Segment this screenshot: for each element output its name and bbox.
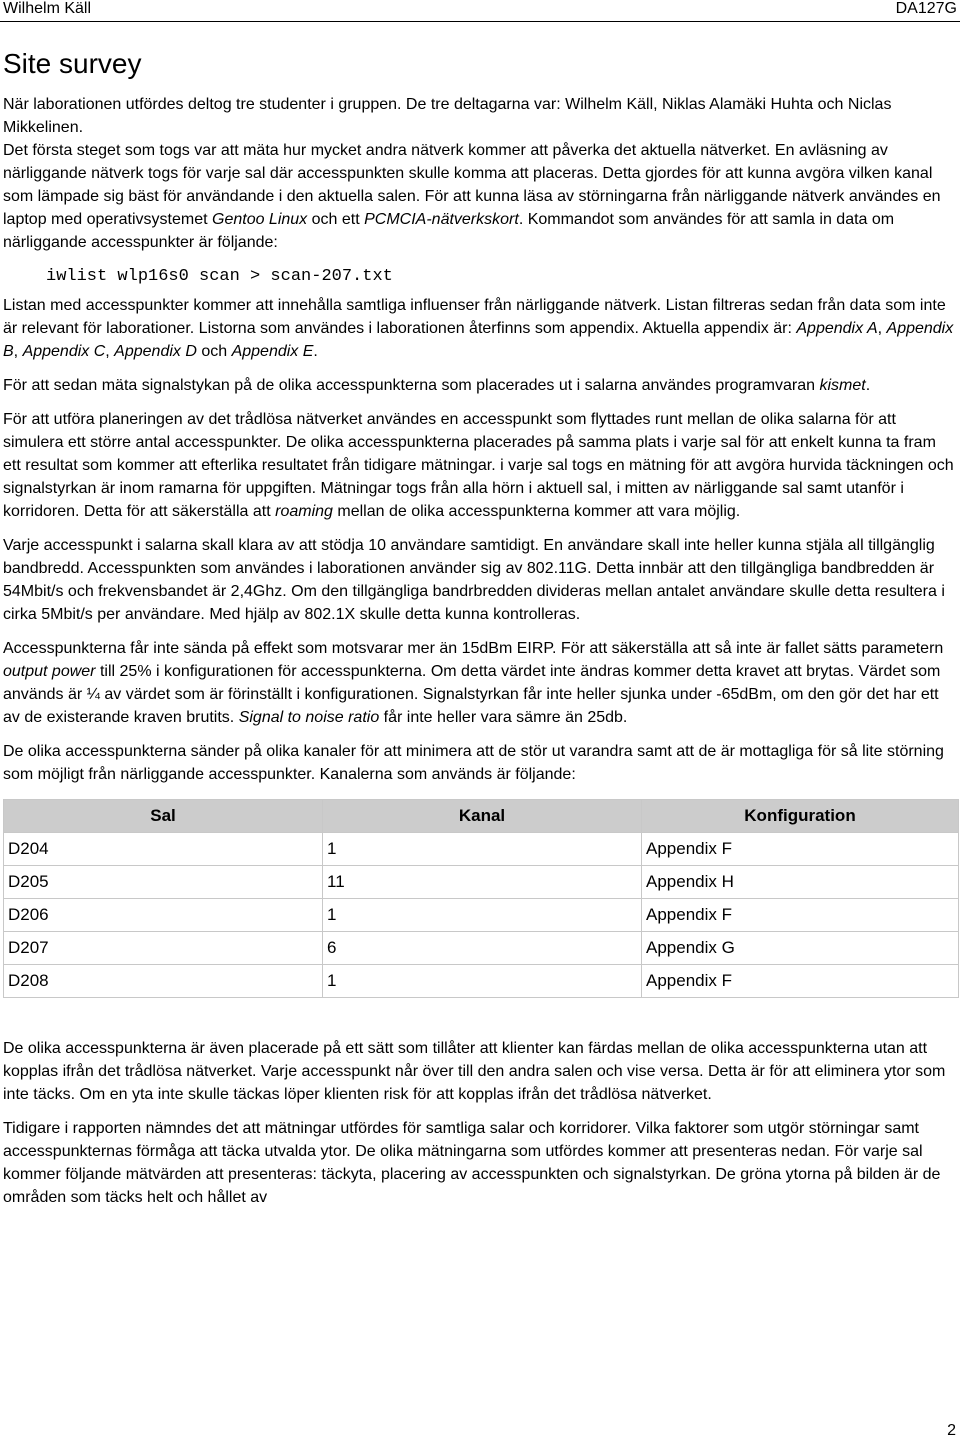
cell-konfiguration: Appendix F	[642, 965, 959, 998]
channel-table	[3, 799, 959, 998]
paragraph-text: För att utföra planeringen av det trådlösa nätverket användes en accesspunkt som flyttades runt mellan de olika salarna för att simulera ett större antal accesspunkter. De olika accesspunkterna placerades på samma plats i varje sal för att enkelt kunna ta fram ett resultat som kommer att efterlika resultatet från tidigare mätningar. i varje sal togs en mätning för att avgöra hurvida täckningen och signalstyrkan är inom ramarna för uppgiften. Mätningar togs från alla hörn i aktuell sal, i mitten av närliggande sal samt utanför i korridoren. Detta för att säkerställa att	[3, 411, 954, 520]
cell-sal: D204	[4, 833, 323, 866]
cell-sal: D205	[4, 866, 323, 899]
network-card-name: PCMCIA-nätverkskort	[364, 211, 519, 228]
roaming-term: roaming	[275, 503, 333, 520]
separator: .	[865, 377, 871, 394]
section-title: Site survey	[3, 48, 142, 79]
appendix-a-ref: Appendix A	[796, 320, 878, 337]
table-row	[4, 866, 959, 899]
paragraph-bandwidth: Varje accesspunkt i salarna skall klara av att stödja 10 användare samtidigt. En användare skall inte heller kunna stjäla all tillgänglig bandbredd. Accesspunkten som användes i laborationen använder sig av 802.11G. Detta innbär att den tillgängliga bandbredden är 54Mbit/s och frekvensbandet är 2,4Ghz. Om den tillgängliga bandrbredden divideras mellan antalet användare skulle detta resultera i cirka 5Mbit/s per användare. Med hjälp av 802.1X skulle detta kunna kontrolleras.	[3, 537, 945, 623]
program-name: kismet	[819, 377, 866, 394]
appendix-c-ref: Appendix C	[22, 343, 106, 360]
cell-sal: D208	[4, 965, 323, 998]
document-body	[3, 93, 957, 1220]
cell-konfiguration: Appendix F	[642, 899, 959, 932]
table-row	[4, 833, 959, 866]
paragraph-kismet	[3, 374, 957, 397]
paragraph-text: och ett	[307, 211, 365, 228]
paragraph-roaming-coverage: De olika accesspunkterna är även placerade på ett sätt som tillåter att klienter kan färdas mellan de olika accesspunkterna utan att kopplas ifrån det trådlösa nätverket. Varje accesspunkt når över till den andra salen och vise versa. Detta är för att eliminera ytor som inte täcks. Om en yta inte skulle täckas löper klienten risk för att kopplas ifrån det trådlösa nätverket.	[3, 1040, 946, 1103]
paragraph-measurement-intro	[3, 139, 957, 254]
paragraph-text: För att sedan mäta signalstykan på de olika accesspunkterna som placerades ut i salarna användes programvaran	[3, 377, 820, 394]
paragraph-text: till 25% i konfigurationen för accesspunkterna. Om detta värdet inte ändras kommer detta kravet att brytas. Värdet som används är ¼ av värdet som är förinställt i konfigurationen. Signalstyrkan får inte heller sjunka under -65dBm, om den gör det har ett av de existerande kraven brutits.	[3, 663, 941, 726]
table-row	[4, 965, 959, 998]
table-row	[4, 899, 959, 932]
cell-kanal: 1	[323, 833, 642, 866]
cell-sal: D207	[4, 932, 323, 965]
cell-konfiguration: Appendix F	[642, 833, 959, 866]
cell-kanal: 6	[323, 932, 642, 965]
paragraph-appendix-list	[3, 294, 957, 363]
paragraph-planning	[3, 408, 957, 523]
paragraph-text: Accesspunkterna får inte sända på effekt som motsvarar mer än 15dBm EIRP. För att säkerställa att så inte är fallet sätts parametern	[3, 640, 944, 657]
cell-kanal: 11	[323, 866, 642, 899]
paragraph-participants: När laborationen utfördes deltog tre studenter i gruppen. De tre deltagarna var: Wilhelm Käll, Niklas Alamäki Huhta och Niclas Mikkelinen.	[3, 96, 892, 136]
command-line: iwlist wlp16s0 scan > scan-207.txt	[46, 267, 393, 286]
cell-kanal: 1	[323, 899, 642, 932]
snr-term: Signal to noise ratio	[238, 709, 380, 726]
cell-kanal: 1	[323, 965, 642, 998]
column-header-kanal: Kanal	[323, 800, 642, 833]
separator: och	[196, 343, 232, 360]
separator: ,	[13, 343, 23, 360]
appendix-e-ref: Appendix E	[231, 343, 314, 360]
header-rule	[0, 21, 960, 22]
separator: ,	[877, 320, 887, 337]
paragraph-text: . Kommandot som användes för att samla in data om närliggande accesspunkter är följande:	[3, 211, 895, 251]
appendix-b-ref: Appendix B	[3, 320, 954, 360]
paragraph-text: Det första steget som togs var att mäta hur mycket andra nätverk kommer att påverka det aktuella nätverket. En avläsning av närliggande nätverk togs för varje sal där accesspunkten skulle komma att placeras. Detta gjordes för att kunna avgöra vilken kanal som lämpade sig bäst för användande i den aktuella salen. För att kunna läsa av störningarna från närliggande nätverk användes en laptop med operativsystemet	[3, 142, 941, 228]
table-row	[4, 932, 959, 965]
column-header-sal: Sal	[4, 800, 323, 833]
os-name: Gentoo Linux	[212, 211, 308, 228]
separator: ,	[105, 343, 115, 360]
paragraph-power	[3, 637, 957, 729]
page-number: 2	[947, 1422, 956, 1439]
header-author: Wilhelm Käll	[3, 0, 92, 17]
header-course-code: DA127G	[895, 0, 957, 17]
separator: .	[313, 343, 318, 360]
paragraph-results-intro: Tidigare i rapporten nämndes det att mätningar utfördes för samtliga salar och korridorer. Vilka faktorer som utgör störningar samt accesspunkternas förmåga att täcka utvalda ytor. De olika mätningarna som utfördes kommer att presenteras nedan. För varje sal kommer följande mätvärden att presenteras: täckyta, placering av accesspunkten och signalstyrkan. De gröna ytorna på bilden är de områden som täcks helt och hållet av	[3, 1120, 941, 1206]
cell-konfiguration: Appendix H	[642, 866, 959, 899]
appendix-d-ref: Appendix D	[114, 343, 197, 360]
paragraph-text: mellan de olika accesspunkterna kommer att vara möjlig.	[332, 503, 741, 520]
paragraph-text: Listan med accesspunkter kommer att innehålla samtliga influenser från närliggande nätverk. Listan filtreras sedan från data som inte är relevant för laborationer. Listorna som användes i laborationen återfinns som appendix. Aktuella appendix är:	[3, 297, 946, 337]
cell-sal: D206	[4, 899, 323, 932]
paragraph-text: får inte heller vara sämre än 25db.	[379, 709, 628, 726]
paragraph-channels: De olika accesspunkterna sänder på olika kanaler för att minimera att de stör ut varandra samt att de är mottagliga för så lite störning som möjligt från närliggande accesspunkter. Kanalerna som används är följande:	[3, 743, 944, 783]
cell-konfiguration: Appendix G	[642, 932, 959, 965]
table-header-row	[4, 800, 959, 833]
parameter-name: output power	[3, 663, 96, 680]
column-header-konfiguration: Konfiguration	[642, 800, 959, 833]
